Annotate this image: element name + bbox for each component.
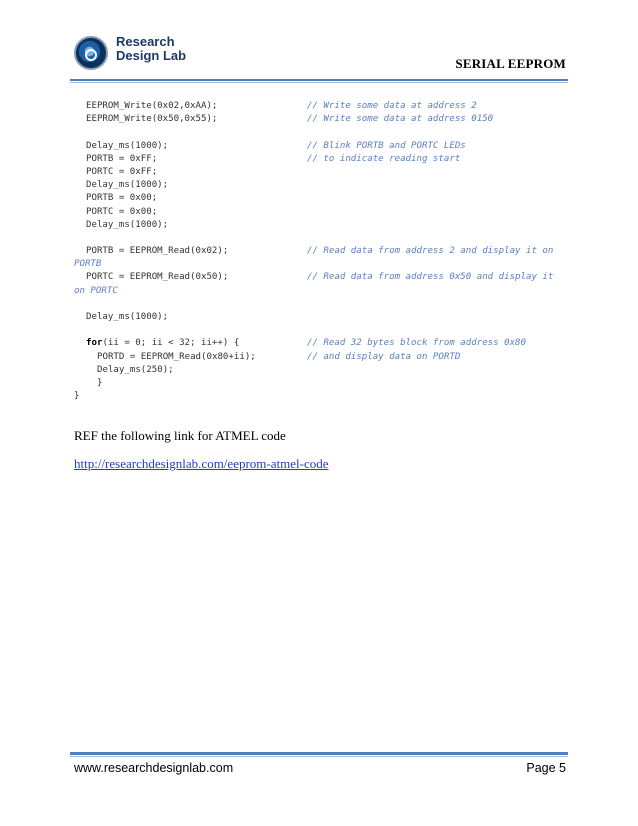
code-comment: // Blink PORTB and PORTC LEDs [307, 140, 466, 151]
logo-line-2: Design Lab [116, 48, 187, 63]
code-line [74, 114, 568, 127]
code-line [74, 220, 568, 233]
code-statement: EEPROM_Write(0x50,0x55); [86, 114, 218, 125]
code-statement: } [74, 391, 80, 402]
header-rule [70, 79, 568, 81]
code-line [74, 352, 568, 365]
page-number: Page 5 [526, 761, 566, 775]
code-statement: PORTC = EEPROM_Read(0x50); [86, 272, 229, 283]
code-statement: (ii = 0; ii < 32; ii++) { [102, 338, 240, 349]
logo-line-1: Research [116, 34, 175, 49]
code-statement: Delay_ms(250); [97, 364, 174, 375]
code-comment: // Read data from address 2 and display it on [307, 246, 554, 257]
header-title: SERIAL EEPROM [455, 56, 566, 71]
code-line [74, 338, 568, 351]
code-comment-wrap: PORTB [74, 259, 102, 270]
code-line [74, 246, 568, 259]
code-comment-wrap: on PORTC [74, 285, 118, 296]
code-comment: // and display data on PORTD [307, 351, 461, 362]
code-block [74, 101, 568, 404]
company-logo [74, 34, 214, 74]
code-comment: // Read data from address 0x50 and display it [307, 272, 554, 283]
code-line [74, 365, 568, 378]
code-comment: // Write some data at address 0150 [307, 114, 494, 125]
code-line [74, 286, 568, 299]
code-line [74, 193, 568, 206]
footer-website: www.researchdesignlab.com [74, 761, 234, 775]
atmel-code-link[interactable]: http://researchdesignlab.com/eeprom-atmel-code [74, 456, 329, 471]
code-statement: PORTB = 0x00; [86, 193, 158, 204]
logo-globe-icon [74, 36, 108, 70]
footer-rule [70, 752, 568, 755]
code-line [74, 141, 568, 154]
code-line [74, 167, 568, 180]
code-comment: // to indicate reading start [307, 153, 461, 164]
code-line [74, 101, 568, 114]
reference-text: REF the following link for ATMEL code [74, 428, 286, 443]
code-comment: // Read 32 bytes block from address 0x80 [307, 338, 526, 349]
code-statement: EEPROM_Write(0x02,0xAA); [86, 101, 218, 111]
code-line [74, 312, 568, 325]
code-line [74, 207, 568, 220]
code-statement: PORTB = EEPROM_Read(0x02); [86, 246, 229, 257]
code-comment: // Write some data at address 2 [307, 101, 477, 111]
code-statement: PORTB = 0xFF; [86, 153, 158, 164]
page-header [70, 30, 568, 82]
logo-text [116, 35, 186, 63]
code-statement: } [97, 377, 103, 388]
header-rule-thin [70, 82, 568, 83]
code-statement: Delay_ms(1000); [86, 140, 169, 151]
code-statement: Delay_ms(1000); [86, 312, 169, 322]
code-statement: Delay_ms(1000); [86, 219, 169, 230]
code-statement: PORTC = 0x00; [86, 206, 158, 217]
footer-rule-thin [70, 756, 568, 757]
code-statement: PORTC = 0xFF; [86, 166, 158, 177]
code-line [74, 259, 568, 272]
code-line [74, 180, 568, 193]
code-line [74, 391, 568, 404]
code-statement: Delay_ms(1000); [86, 180, 169, 191]
code-line [74, 154, 568, 167]
code-line [74, 272, 568, 285]
code-keyword: for [86, 338, 103, 349]
code-line [74, 378, 568, 391]
code-statement: PORTD = EEPROM_Read(0x80+ii); [97, 351, 256, 362]
